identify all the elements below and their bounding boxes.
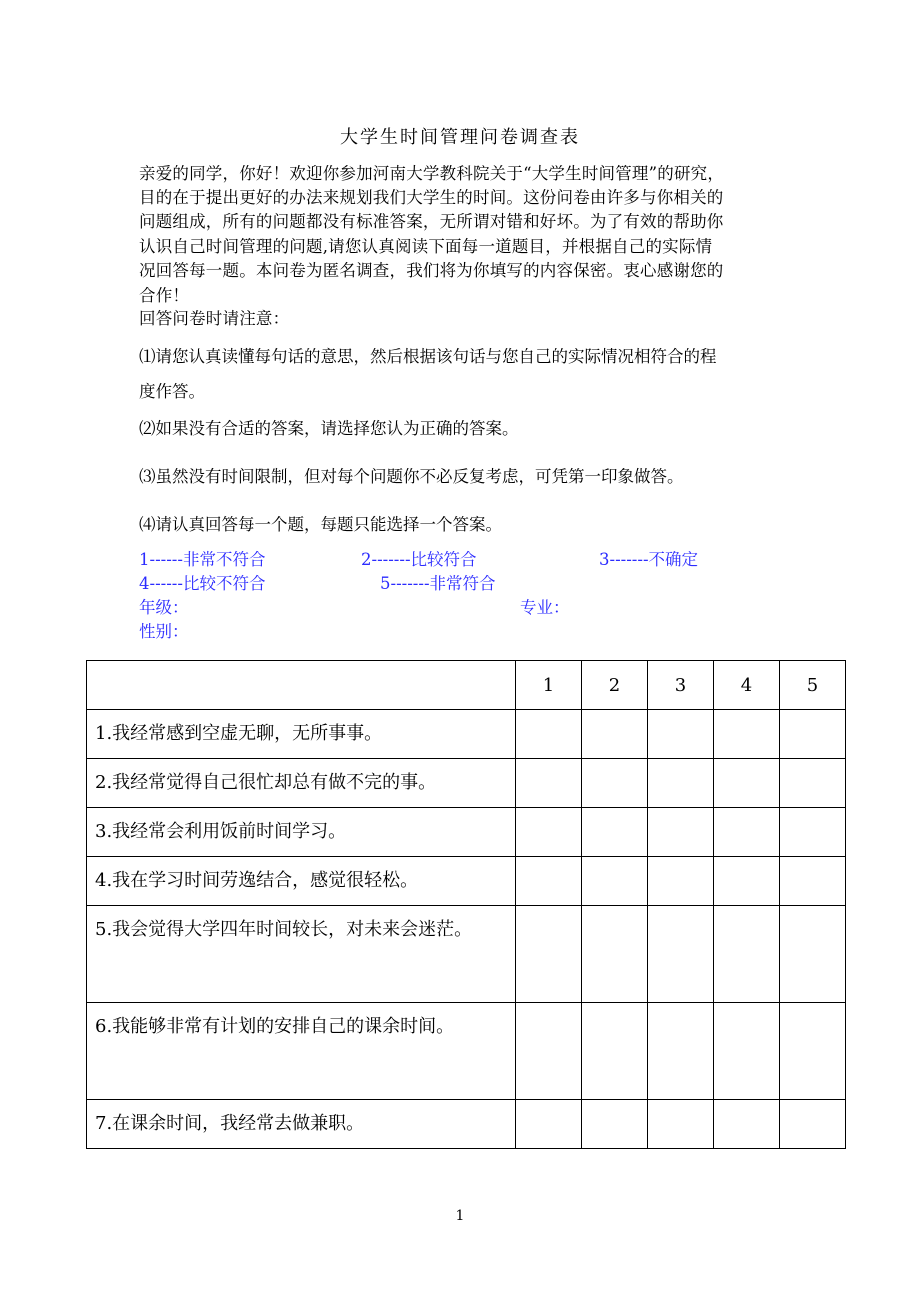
answer-cell[interactable] xyxy=(780,759,846,808)
question-text: 7.在课余时间，我经常去做兼职。 xyxy=(87,1100,516,1149)
answer-cell[interactable] xyxy=(648,1003,714,1100)
note-3: ⑶虽然没有时间限制，但对每个问题你不必反复考虑，可凭第一印象做答。 xyxy=(139,467,684,486)
scale-1: 1------非常不符合 xyxy=(139,550,266,569)
column-header: 3 xyxy=(648,661,714,710)
answer-cell[interactable] xyxy=(516,1003,582,1100)
answer-cell[interactable] xyxy=(780,710,846,759)
answer-cell[interactable] xyxy=(780,857,846,906)
answer-cell[interactable] xyxy=(516,808,582,857)
question-text: 5.我会觉得大学四年时间较长，对未来会迷茫。 xyxy=(87,906,516,1003)
document-title: 大学生时间管理问卷调查表 xyxy=(340,127,580,148)
answer-cell[interactable] xyxy=(714,759,780,808)
scale-2: 2-------比较符合 xyxy=(361,550,477,569)
intro-line: 认识自己时间管理的问题,请您认真阅读下面每一道题目，并根据自己的实际情 xyxy=(139,237,713,256)
answer-cell[interactable] xyxy=(516,857,582,906)
answer-cell[interactable] xyxy=(714,808,780,857)
answer-cell[interactable] xyxy=(648,710,714,759)
page-number: 1 xyxy=(455,1208,465,1224)
scale-3: 3-------不确定 xyxy=(599,550,699,569)
questionnaire-table xyxy=(86,660,846,1149)
answer-cell[interactable] xyxy=(582,857,648,906)
answer-cell[interactable] xyxy=(714,857,780,906)
answer-cell[interactable] xyxy=(780,808,846,857)
question-text: 1.我经常感到空虚无聊，无所事事。 xyxy=(87,710,516,759)
scale-4: 4------比较不符合 xyxy=(139,574,266,593)
table-row xyxy=(87,759,846,808)
table-row xyxy=(87,857,846,906)
answer-cell[interactable] xyxy=(780,1003,846,1100)
answer-cell[interactable] xyxy=(780,1100,846,1149)
answer-cell[interactable] xyxy=(582,906,648,1003)
intro-line: 问题组成，所有的问题都没有标准答案，无所谓对错和好坏。为了有效的帮助你 xyxy=(139,212,724,231)
answer-cell[interactable] xyxy=(648,906,714,1003)
answer-cell[interactable] xyxy=(582,759,648,808)
table-row xyxy=(87,1100,846,1149)
answer-cell[interactable] xyxy=(648,857,714,906)
question-text: 6.我能够非常有计划的安排自己的课余时间。 xyxy=(87,1003,516,1100)
column-header: 5 xyxy=(780,661,846,710)
intro-line: 况回答每一题。本问卷为匿名调查，我们将为你填写的内容保密。衷心感谢您的 xyxy=(139,261,724,280)
answer-cell[interactable] xyxy=(516,906,582,1003)
intro-line: 合作！ xyxy=(139,286,190,305)
answer-cell[interactable] xyxy=(582,710,648,759)
answer-cell[interactable] xyxy=(516,1100,582,1149)
answer-cell[interactable] xyxy=(516,759,582,808)
instructions-heading: 回答问卷时请注意： xyxy=(139,309,290,328)
header-blank-cell xyxy=(87,661,516,710)
answer-cell[interactable] xyxy=(714,1003,780,1100)
table-row xyxy=(87,906,846,1003)
answer-cell[interactable] xyxy=(648,1100,714,1149)
answer-cell[interactable] xyxy=(714,906,780,1003)
answer-cell[interactable] xyxy=(516,710,582,759)
question-text: 4.我在学习时间劳逸结合，感觉很轻松。 xyxy=(87,857,516,906)
note-2: ⑵如果没有合适的答案，请选择您认为正确的答案。 xyxy=(139,419,519,438)
answer-cell[interactable] xyxy=(582,1003,648,1100)
column-header: 4 xyxy=(714,661,780,710)
table-row xyxy=(87,1003,846,1100)
table-row xyxy=(87,710,846,759)
scale-5: 5-------非常符合 xyxy=(380,574,496,593)
table-row xyxy=(87,808,846,857)
column-header: 2 xyxy=(582,661,648,710)
answer-cell[interactable] xyxy=(648,808,714,857)
note-4: ⑷请认真回答每一个题，每题只能选择一个答案。 xyxy=(139,515,502,534)
intro-line: 目的在于提出更好的办法来规划我们大学生的时间。这份问卷由许多与你相关的 xyxy=(139,188,724,207)
answer-cell[interactable] xyxy=(714,710,780,759)
grade-field-label: 年级： xyxy=(139,598,189,617)
major-field-label: 专业： xyxy=(520,598,570,617)
answer-cell[interactable] xyxy=(582,808,648,857)
answer-cell[interactable] xyxy=(582,1100,648,1149)
answer-cell[interactable] xyxy=(648,759,714,808)
question-text: 3.我经常会利用饭前时间学习。 xyxy=(87,808,516,857)
answer-cell[interactable] xyxy=(780,906,846,1003)
note-1-cont: 度作答。 xyxy=(139,382,205,401)
gender-field-label: 性别： xyxy=(139,622,189,641)
table-header-row xyxy=(87,661,846,710)
intro-line: 亲爱的同学，你好！欢迎你参加河南大学教科院关于“大学生时间管理”的研究， xyxy=(139,164,725,183)
column-header: 1 xyxy=(516,661,582,710)
question-text: 2.我经常觉得自己很忙却总有做不完的事。 xyxy=(87,759,516,808)
note-1: ⑴请您认真读懂每句话的意思，然后根据该句话与您自己的实际情况相符合的程 xyxy=(139,347,717,366)
answer-cell[interactable] xyxy=(714,1100,780,1149)
